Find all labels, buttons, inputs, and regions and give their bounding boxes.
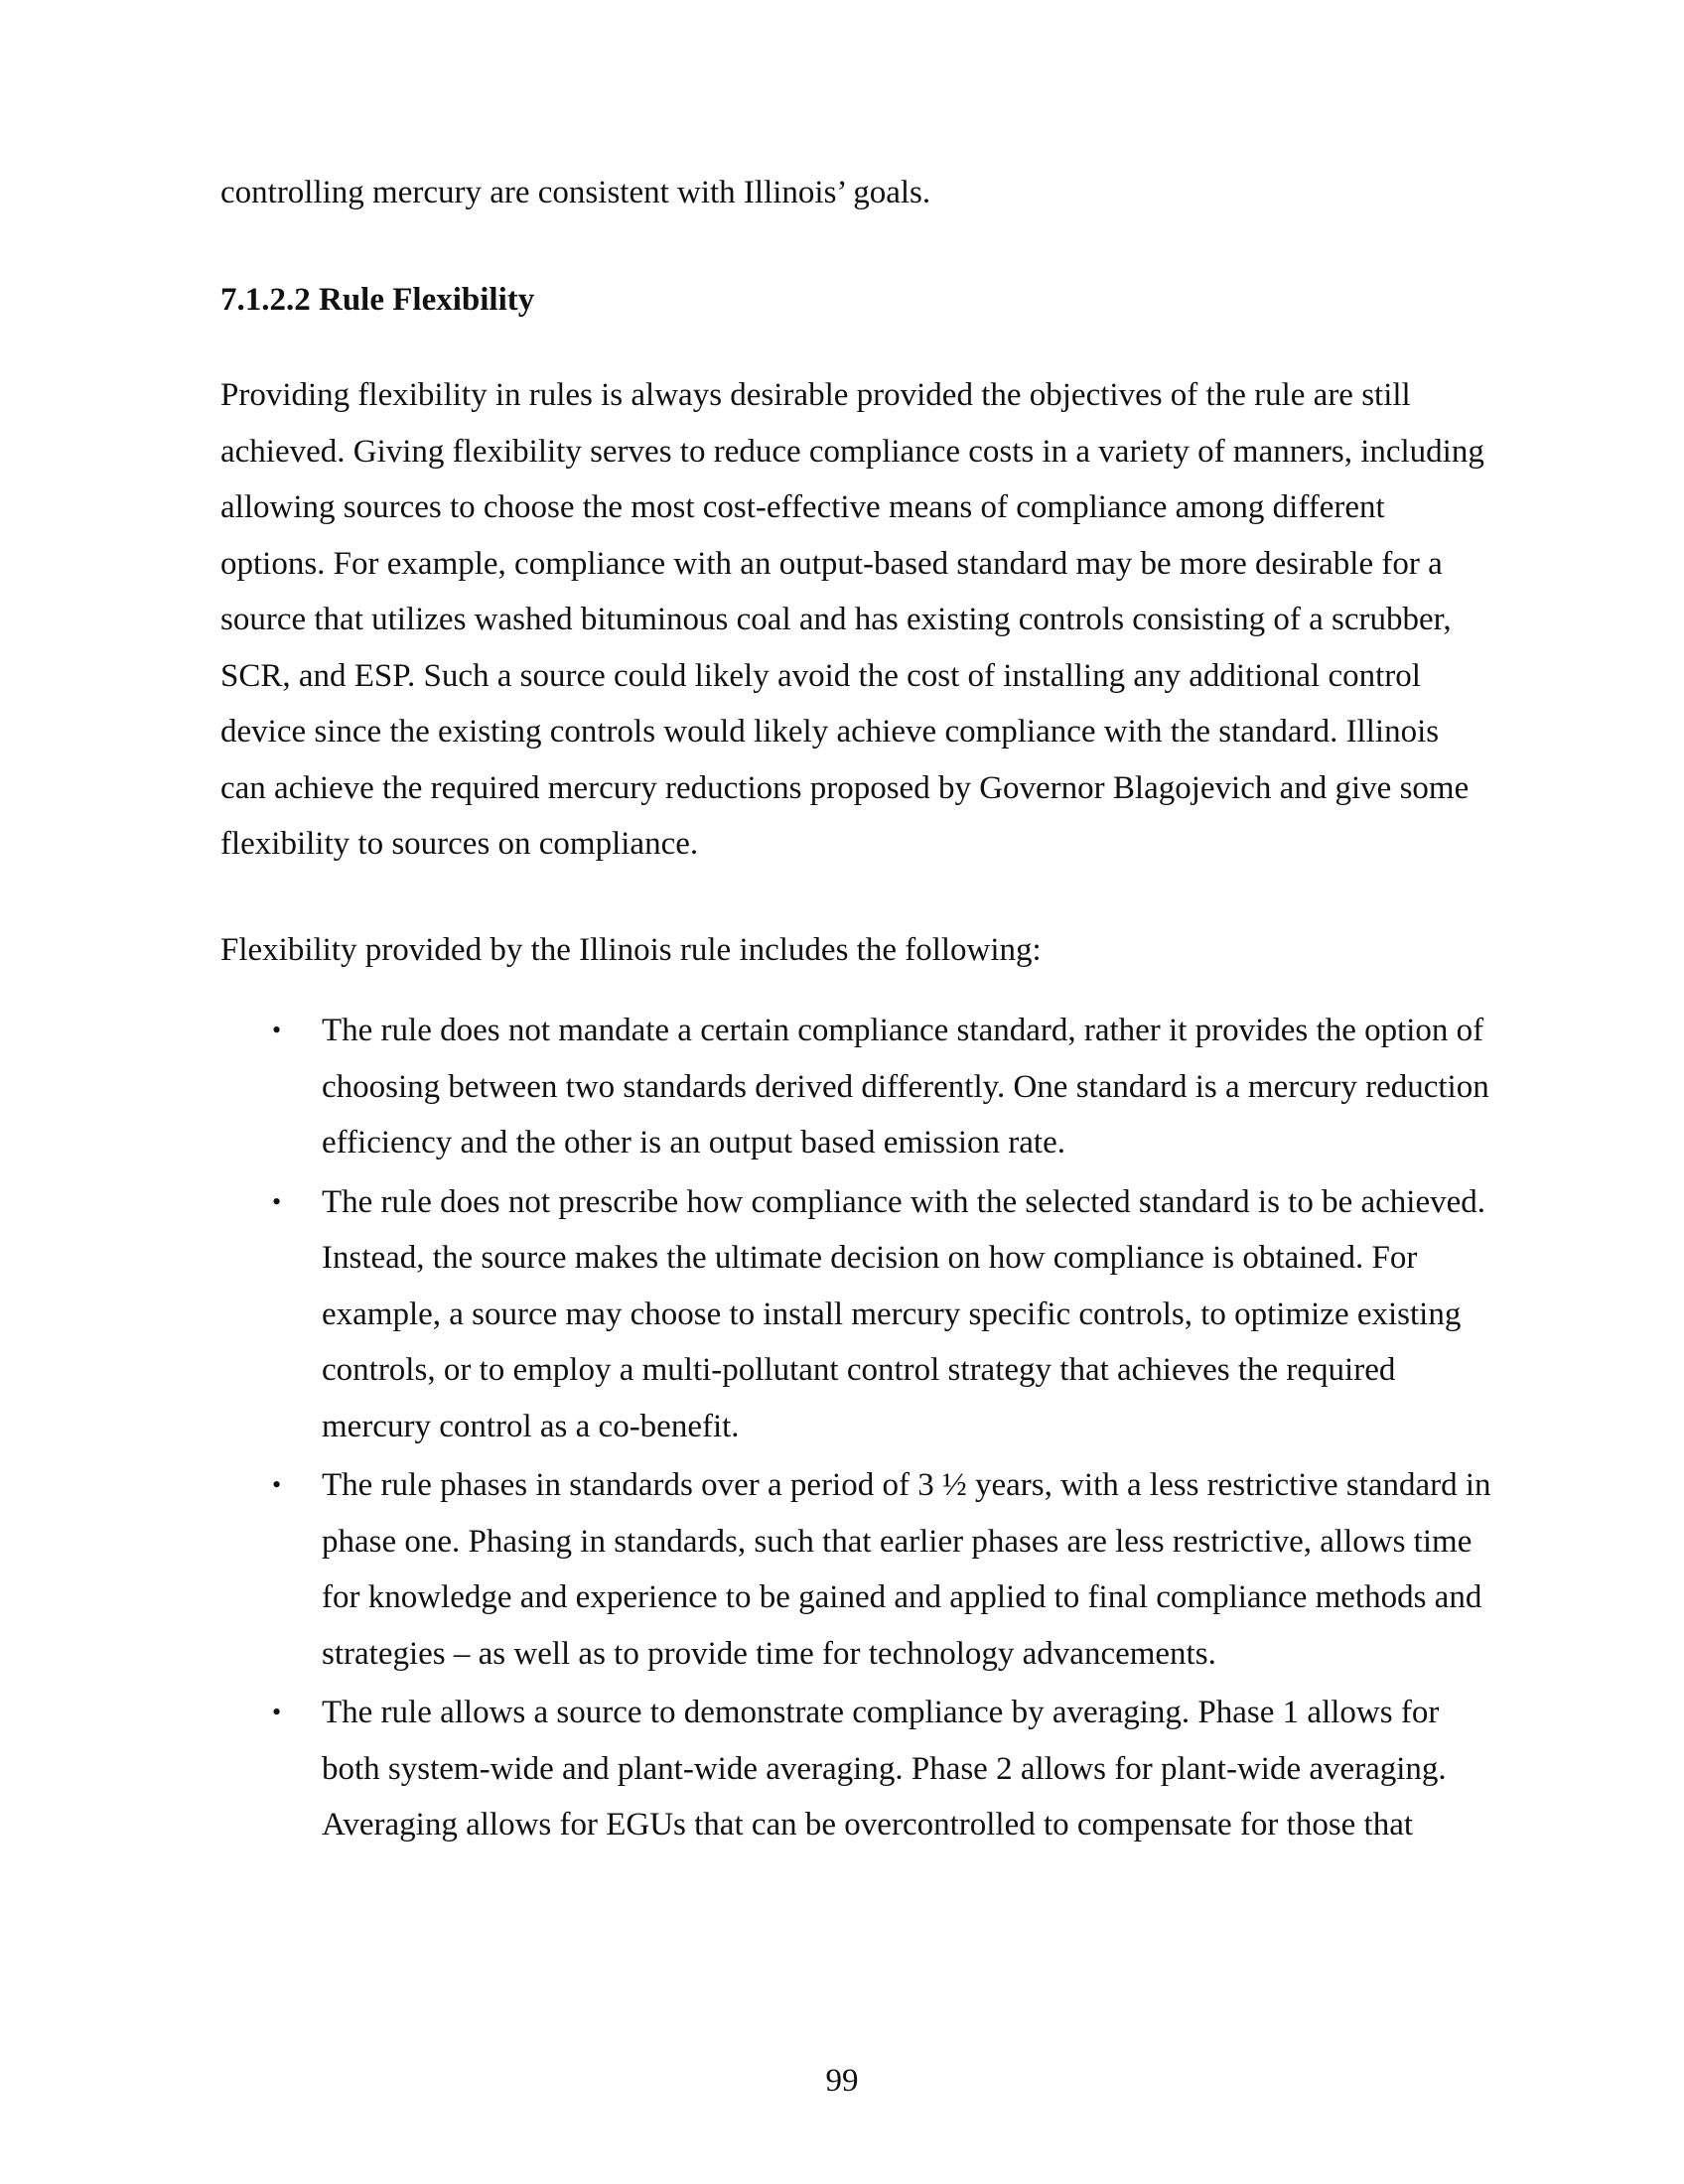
list-item-line: Averaging allows for EGUs that can be overcontrolled to compensate for those that <box>322 1807 1414 1843</box>
list-item-line: mercury control as a co-benefit. <box>322 1408 740 1444</box>
list-item-line: strategies – as well as to provide time for technology advancements. <box>322 1635 1216 1672</box>
continuation-text: controlling mercury are consistent with Illinois’ goals. <box>220 175 931 210</box>
list-item-line: The rule phases in standards over a period of 3 ½ years, with a less restrictive standard in <box>322 1467 1491 1503</box>
paragraph-line: flexibility to sources on compliance. <box>220 826 699 862</box>
list-item-line: The rule does not mandate a certain compliance standard, rather it provides the option of <box>322 1013 1484 1048</box>
bullet-icon: • <box>272 1016 282 1044</box>
section-heading: 7.1.2.2 Rule Flexibility <box>220 282 535 318</box>
list-item-line: Instead, the source makes the ultimate decision on how compliance is obtained. For <box>322 1240 1418 1276</box>
paragraph-line: device since the existing controls would likely achieve compliance with the standard. Illinois <box>220 714 1440 750</box>
list-item-line: efficiency and the other is an output based emission rate. <box>322 1125 1065 1160</box>
paragraph-line: can achieve the required mercury reductions proposed by Governor Blagojevich and give some <box>220 769 1470 806</box>
paragraph-line: achieved. Giving flexibility serves to reduce compliance costs in a variety of manners, including <box>220 433 1484 470</box>
paragraph-line: options. For example, compliance with an output-based standard may be more desirable for a <box>220 545 1443 582</box>
bullet-icon: • <box>272 1186 282 1216</box>
page-number: 99 <box>825 2063 859 2099</box>
list-item-line: phase one. Phasing in standards, such that earlier phases are less restrictive, allows time <box>322 1523 1473 1560</box>
bullet-icon: • <box>272 1698 282 1726</box>
list-item <box>220 1685 1511 1853</box>
list-item-line: controls, or to employ a multi-pollutant control strategy that achieves the required <box>322 1352 1396 1388</box>
list-item-line: for knowledge and experience to be gained and applied to final compliance methods and <box>322 1579 1482 1615</box>
bullet-icon: • <box>272 1470 282 1499</box>
list-item <box>220 1457 1511 1682</box>
list-item-line: example, a source may choose to install mercury specific controls, to optimize existing <box>322 1296 1462 1332</box>
flexibility-bullet-list <box>220 1003 1511 1856</box>
paragraph-flexibility-intro: Flexibility provided by the Illinois rule includes the following: <box>220 932 1042 968</box>
paragraph-line: Providing flexibility in rules is always desirable provided the objectives of the rule are still <box>220 377 1411 413</box>
paragraph-rule-flexibility <box>220 367 1511 873</box>
paragraph-line: SCR, and ESP. Such a source could likely avoid the cost of installing any additional control <box>220 657 1421 694</box>
paragraph-line: allowing sources to choose the most cost-effective means of compliance among different <box>220 489 1385 525</box>
list-item-line: both system-wide and plant-wide averaging. Phase 2 allows for plant-wide averaging. <box>322 1750 1447 1787</box>
paragraph-line: source that utilizes washed bituminous coal and has existing controls consisting of a scrubber, <box>220 602 1452 637</box>
list-item <box>220 1003 1511 1171</box>
list-item-line: choosing between two standards derived differently. One standard is a mercury reduction <box>322 1068 1489 1105</box>
list-item-line: The rule allows a source to demonstrate compliance by averaging. Phase 1 allows for <box>322 1695 1440 1730</box>
list-item <box>220 1174 1511 1455</box>
list-item-line: The rule does not prescribe how compliance with the selected standard is to be achieved. <box>322 1183 1485 1220</box>
